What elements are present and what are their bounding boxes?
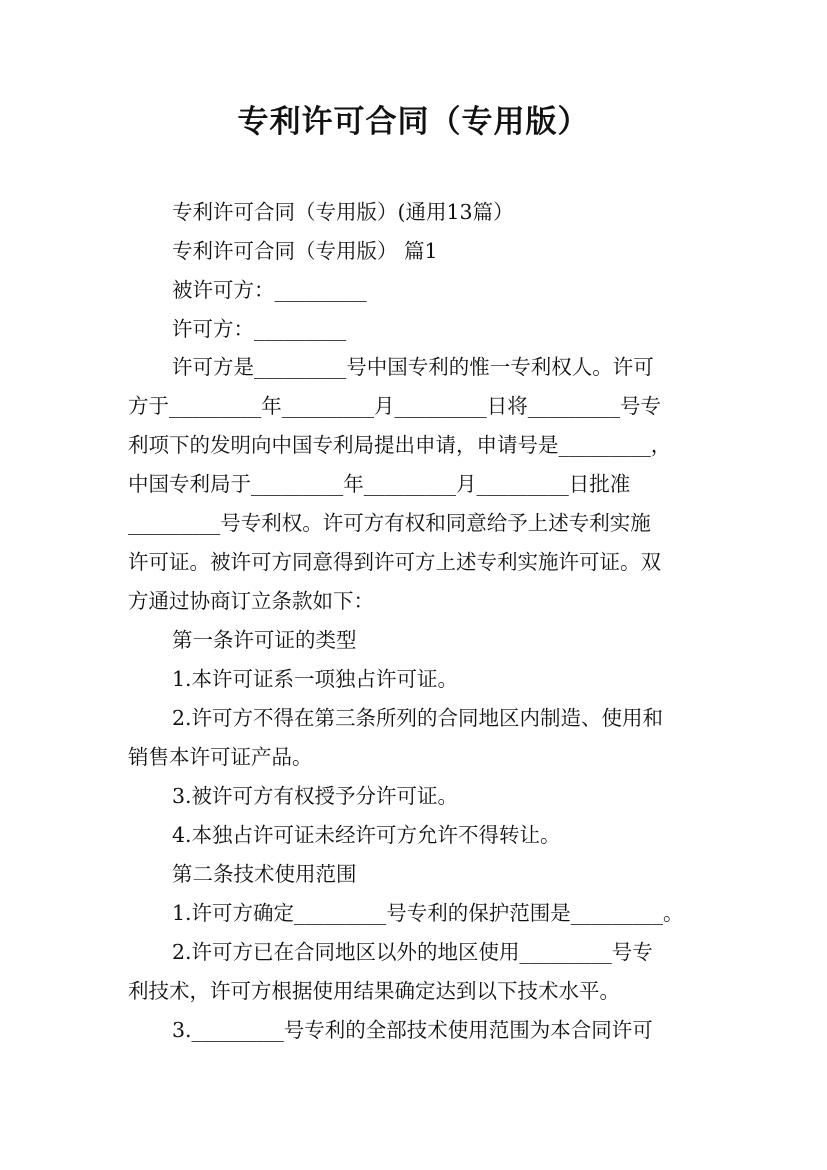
clause-line: 3._________号专利的全部技术使用范围为本合同许可 xyxy=(172,1018,653,1042)
section-heading: 专利许可合同（专用版） 篇1 xyxy=(172,239,438,263)
paragraph-line: 许可方是_________号中国专利的惟一专利权人。许可 xyxy=(172,355,654,379)
clause-line: 2.许可方已在合同地区以外的地区使用_________号专 xyxy=(172,940,653,964)
clause-line: 2.许可方不得在第三条所列的合同地区内制造、使用和 xyxy=(172,706,664,730)
document-title: 专利许可合同（专用版） xyxy=(237,104,590,140)
article-heading: 第二条技术使用范围 xyxy=(172,862,357,886)
paragraph-line: 利项下的发明向中国专利局提出申请，申请号是_________， xyxy=(128,433,672,457)
clause-line: 3.被许可方有权授予分许可证。 xyxy=(172,784,459,808)
clause-line: 1.许可方确定_________号专利的保护范围是_________。 xyxy=(172,901,684,925)
clause-line: 销售本许可证产品。 xyxy=(128,745,313,769)
paragraph-line: 许可证。被许可方同意得到许可方上述专利实施许可证。双 xyxy=(128,550,661,574)
clause-line: 4.本独占许可证未经许可方允许不得转让。 xyxy=(172,823,561,847)
article-heading: 第一条许可证的类型 xyxy=(172,628,357,652)
paragraph-line: 方于_________年_________月_________日将_________号专 xyxy=(128,394,661,418)
paragraph-line: 方通过协商订立条款如下： xyxy=(128,589,374,613)
licensee-field: 被许可方：_________ xyxy=(172,278,367,302)
clause-line: 利技术，许可方根据使用结果确定达到以下技术水平。 xyxy=(128,979,620,1003)
subtitle-line: 专利许可合同（专用版）(通用13篇） xyxy=(172,200,514,224)
paragraph-line: 中国专利局于_________年_________月_________日批准 xyxy=(128,472,631,496)
paragraph-line: _________号专利权。许可方有权和同意给予上述专利实施 xyxy=(128,511,651,535)
licensor-field: 许可方：_________ xyxy=(172,317,347,341)
clause-line: 1.本许可证系一项独占许可证。 xyxy=(172,667,459,691)
